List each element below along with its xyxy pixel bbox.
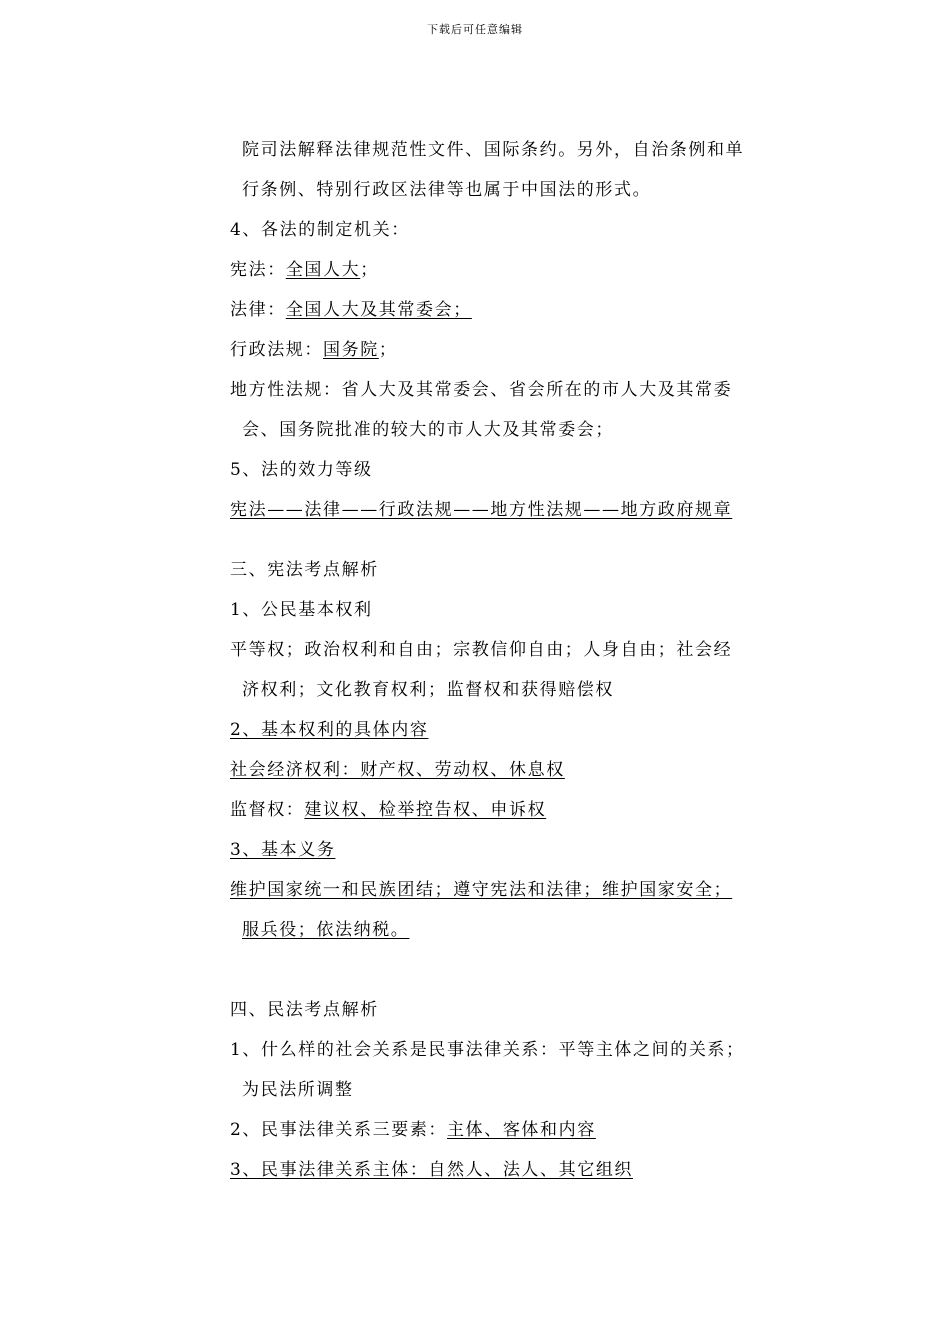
line-text: 三、宪法考点解析: [230, 560, 379, 580]
text-line: [230, 336, 770, 376]
paragraph-spacer: [230, 956, 770, 996]
underlined-text: 宪法——法律——行政法规——地方性法规——地方政府规章: [230, 500, 733, 520]
text-line: [230, 1116, 770, 1156]
line-text: 宪法：: [230, 260, 286, 280]
line-text: 地方性法规：省人大及其常委会、省会所在的市人大及其常委: [230, 380, 733, 400]
page-header: 下载后可任意编辑: [427, 23, 523, 36]
line-text: 行条例、特别行政区法律等也属于中国法的形式。: [242, 180, 652, 200]
text-line: [230, 716, 770, 756]
underlined-text: 全国人大: [285, 260, 361, 280]
text-line: [230, 1036, 770, 1076]
text-line: [230, 836, 770, 876]
underlined-text: 服兵役；依法纳税。: [242, 920, 410, 940]
line-text: 四、民法考点解析: [230, 1000, 379, 1020]
underlined-text: 国务院: [323, 340, 379, 360]
underlined-text: 建议权、检举控告权、申诉权: [304, 800, 547, 820]
paragraph-spacer: [230, 536, 770, 556]
text-line: [230, 256, 770, 296]
line-text: 1、公民基本权利: [230, 600, 373, 620]
line-text: 5、法的效力等级: [230, 460, 373, 480]
text-line: [230, 416, 770, 456]
text-line: [230, 676, 770, 716]
text-line: [230, 556, 770, 596]
text-line: [230, 996, 770, 1036]
text-line: [230, 1076, 770, 1116]
text-line: [230, 1156, 770, 1196]
underlined-text: 维护国家统一和民族团结；遵守宪法和法律；维护国家安全；: [230, 880, 733, 900]
line-text: 4、各法的制定机关：: [230, 220, 410, 240]
underlined-text: 主体、客体和内容: [447, 1120, 596, 1140]
line-text: 济权利；文化教育权利；监督权和获得赔偿权: [242, 680, 614, 700]
line-text: 为民法所调整: [242, 1080, 354, 1100]
text-line: [230, 636, 770, 676]
line-text: 行政法规：: [230, 340, 323, 360]
text-line: [230, 296, 770, 336]
line-text: 1、什么样的社会关系是民事法律关系：平等主体之间的关系；: [230, 1040, 745, 1060]
text-line: [230, 496, 770, 536]
underlined-text: 2、基本权利的具体内容: [230, 720, 429, 740]
line-text: 院司法解释法律规范性文件、国际条约。另外，自治条例和单: [242, 140, 745, 160]
text-line: [230, 176, 770, 216]
line-suffix: ；: [378, 340, 398, 360]
text-line: [230, 796, 770, 836]
underlined-text: 3、民事法律关系主体：自然人、法人、其它组织: [230, 1160, 634, 1180]
document-body: [230, 136, 770, 1196]
line-text: 监督权：: [230, 800, 305, 820]
line-text: 平等权；政治权利和自由；宗教信仰自由；人身自由；社会经: [230, 640, 733, 660]
text-line: [230, 456, 770, 496]
line-text: 会、国务院批准的较大的市人大及其常委会；: [242, 420, 614, 440]
text-line: [230, 376, 770, 416]
line-suffix: ；: [360, 260, 379, 280]
underlined-text: 社会经济权利：财产权、劳动权、休息权: [230, 760, 565, 780]
text-line: [230, 916, 770, 956]
text-line: [230, 136, 770, 176]
text-line: [230, 216, 770, 256]
text-line: [230, 756, 770, 796]
line-text: 法律：: [230, 300, 286, 320]
text-line: [230, 596, 770, 636]
underlined-text: 3、基本义务: [230, 840, 336, 860]
underlined-text: 全国人大及其常委会；: [285, 300, 472, 320]
line-text: 2、民事法律关系三要素：: [230, 1120, 448, 1140]
text-line: [230, 876, 770, 916]
